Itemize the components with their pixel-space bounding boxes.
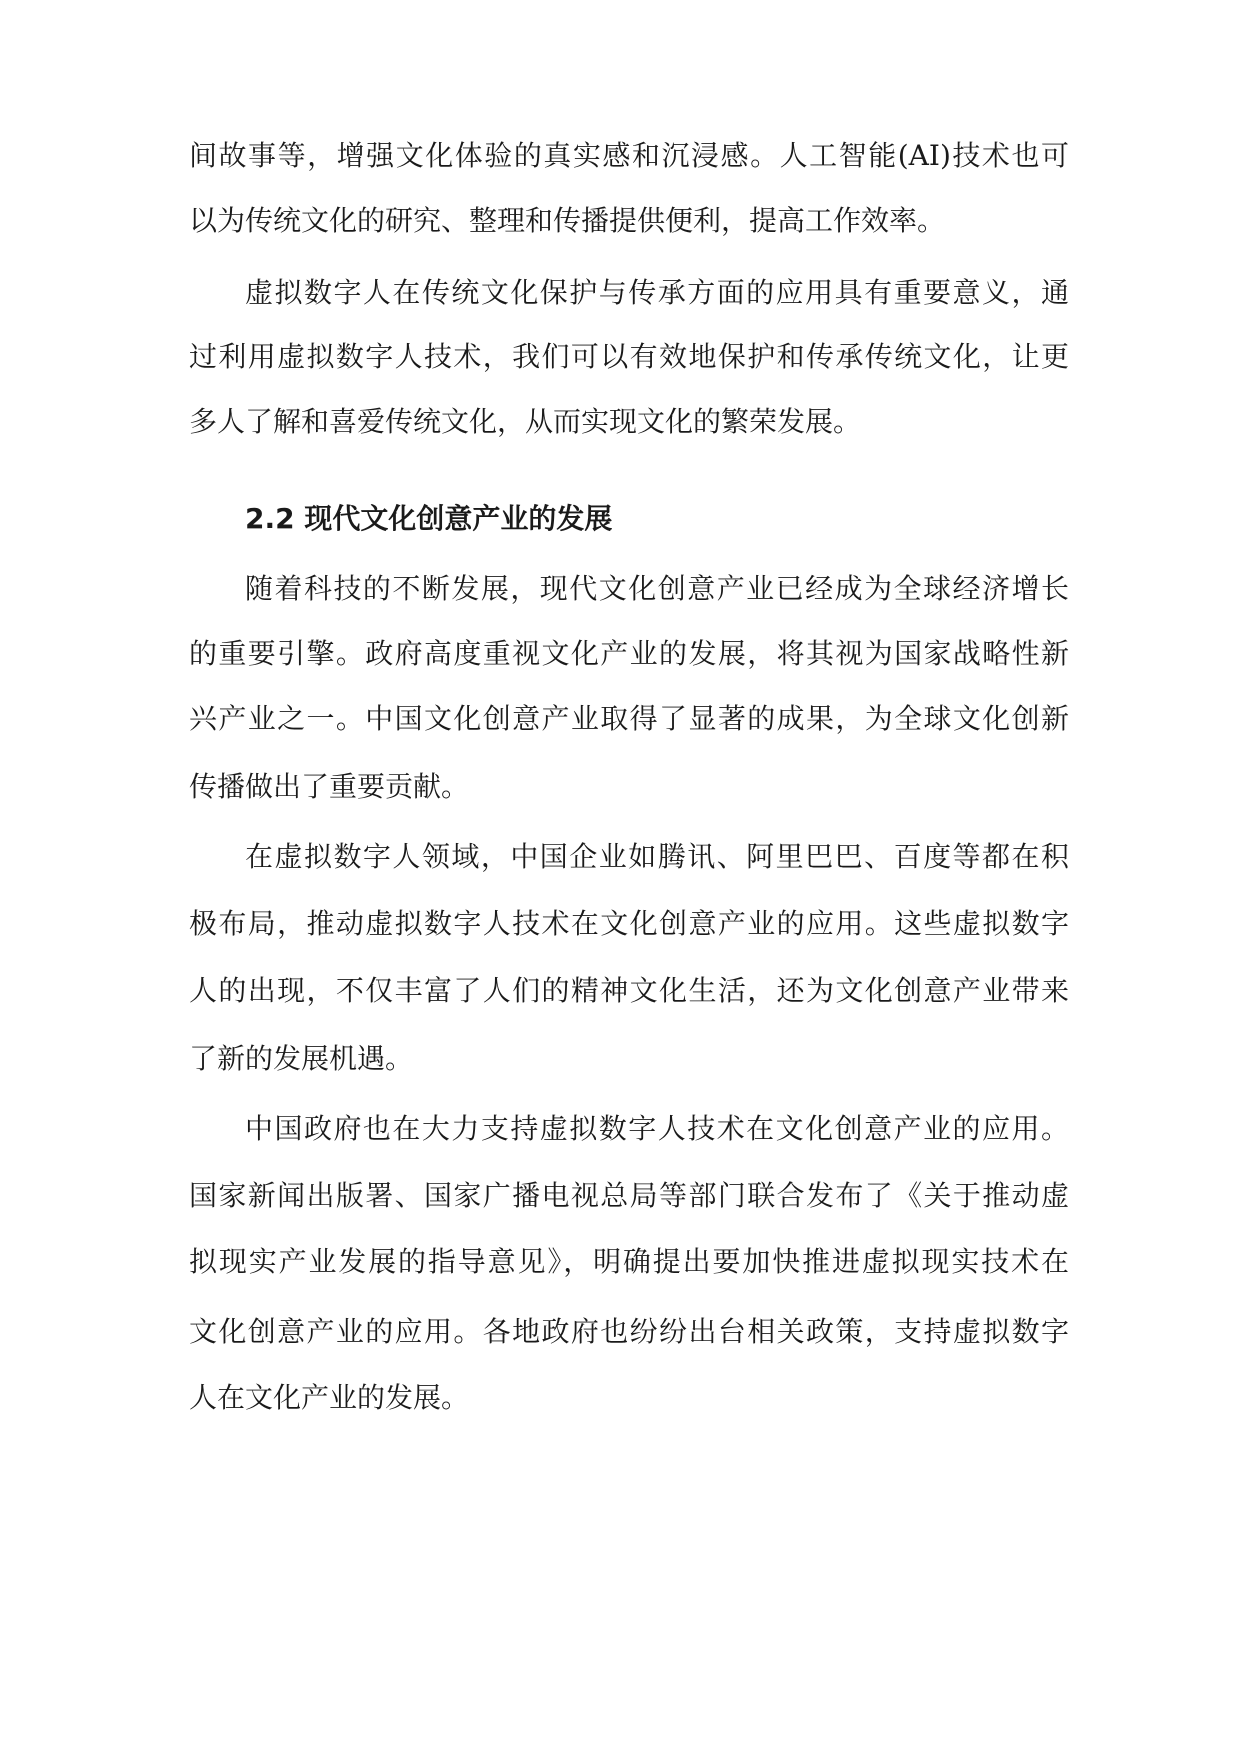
paragraph-line: 中国政府也在大力支持虚拟数字人技术在文化创意产业的应用。 [245, 1112, 1069, 1145]
paragraph-line: 的重要引擎。政府高度重视文化产业的发展，将其视为国家战略性新 [189, 637, 1069, 670]
paragraph-line: 人在文化产业的发展。 [189, 1381, 470, 1414]
paragraph-line: 传播做出了重要贡献。 [189, 770, 470, 803]
paragraph-line: 拟现实产业发展的指导意见》，明确提出要加快推进虚拟现实技术在 [189, 1245, 1069, 1278]
paragraph-line: 兴产业之一。中国文化创意产业取得了显著的成果，为全球文化创新 [189, 702, 1069, 735]
paragraph-line: 人的出现，不仅丰富了人们的精神文化生活，还为文化创意产业带来 [189, 974, 1069, 1007]
paragraph-line: 国家新闻出版署、国家广播电视总局等部门联合发布了《关于推动虚 [189, 1179, 1069, 1212]
section-heading: 2.2 现代文化创意产业的发展 [245, 502, 613, 535]
paragraph-line: 了新的发展机遇。 [189, 1042, 414, 1075]
paragraph-line: 间故事等，增强文化体验的真实感和沉浸感。人工智能(AI)技术也可 [189, 139, 1069, 172]
paragraph-line: 多人了解和喜爱传统文化，从而实现文化的繁荣发展。 [189, 405, 862, 438]
paragraph-line: 以为传统文化的研究、整理和传播提供便利，提高工作效率。 [189, 204, 946, 237]
paragraph-line: 文化创意产业的应用。各地政府也纷纷出台相关政策，支持虚拟数字 [189, 1315, 1069, 1348]
paragraph-line: 过利用虚拟数字人技术，我们可以有效地保护和传承传统文化，让更 [189, 340, 1069, 373]
paragraph-line: 极布局，推动虚拟数字人技术在文化创意产业的应用。这些虚拟数字 [189, 907, 1069, 940]
paragraph-line: 随着科技的不断发展，现代文化创意产业已经成为全球经济增长 [245, 572, 1069, 605]
paragraph-line: 在虚拟数字人领域，中国企业如腾讯、阿里巴巴、百度等都在积 [245, 840, 1069, 873]
paragraph-line: 虚拟数字人在传统文化保护与传承方面的应用具有重要意义，通 [245, 276, 1069, 309]
